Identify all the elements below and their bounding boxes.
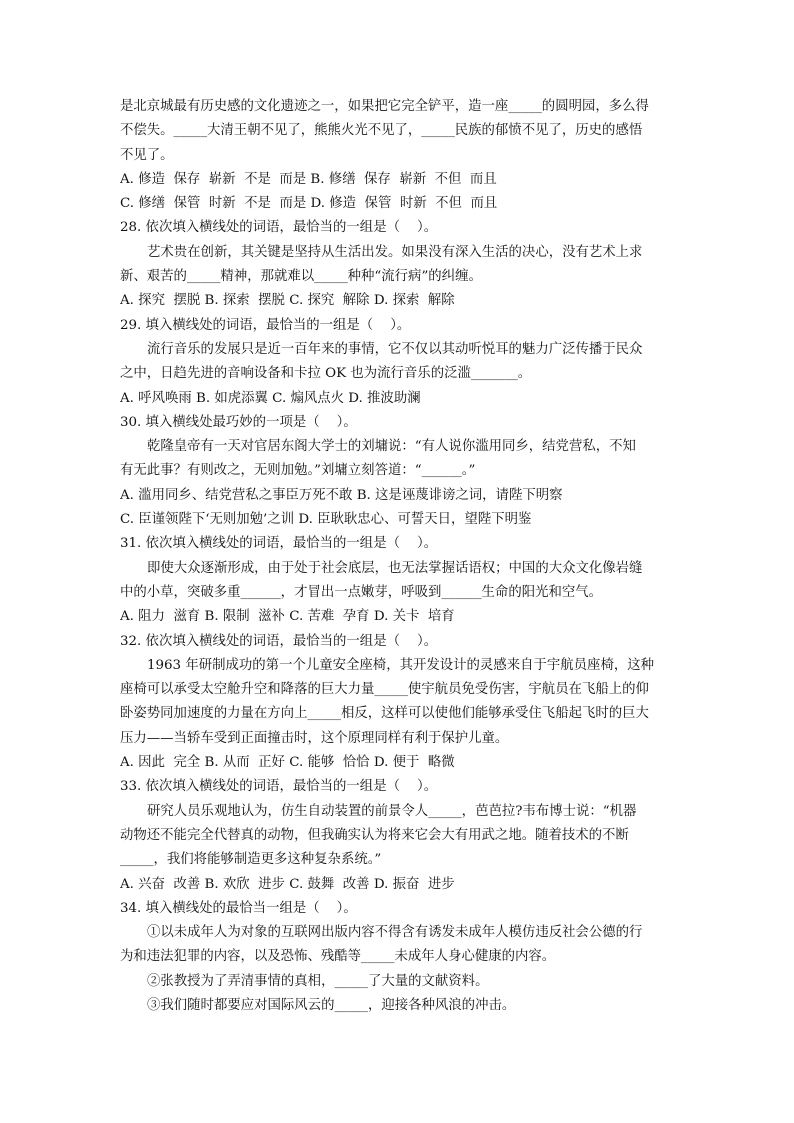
- answer-options: A. 呼风唤雨 B. 如虎添翼 C. 煽风点火 D. 推波助澜: [120, 390, 421, 406]
- passage-line: 艺术贵在创新，其关键是坚持从生活出发。如果没有深入生活的决心，没有艺术上求: [147, 244, 643, 260]
- passage-line: 有无此事？有则改之，无则加勉。”刘墉立刻答道：“______。”: [120, 463, 476, 479]
- text-line: 是北京城最有历史感的文化遗迹之一，如果把它完全铲平，造一座_____的圆明园，多么得: [120, 99, 649, 114]
- passage-line: 压力——当轿车受到正面撞击时，这个原理同样有利于保护儿童。: [120, 730, 509, 746]
- question-31: 31. 依次填入横线处的词语，最恰当的一组是（ ）。: [120, 536, 438, 552]
- passage-line: 为和违法犯罪的内容，以及恐怖、残酷等_____未成年人身心健康的内容。: [120, 949, 556, 965]
- passage-line: 卧姿势同加速度的力量在方向上_____相反，这样可以使他们能够承受住飞船起飞时的巨大: [120, 706, 649, 722]
- passage-line: 乾隆皇帝有一天对官居东阁大学士的刘墉说：“有人说你滥用同乡，结党营私，不知: [147, 439, 636, 455]
- answer-options: C. 修缮 保管 时新 不是 而是 D. 修造 保管 时新 不但 而且: [120, 196, 498, 212]
- passage-line: 中的小草，突破多重______，才冒出一点嫩芽，呼吸到______生命的阳光和空气。: [120, 584, 603, 600]
- answer-options: A. 阻力 滋育 B. 限制 滋补 C. 苦难 孕育 D. 关卡 培育: [120, 609, 455, 625]
- question-29: 29. 填入横线处的词语，最恰当的一组是（ ）。: [120, 317, 411, 333]
- answer-options: A. 因此 完全 B. 从而 正好 C. 能够 恰恰 D. 便于 略微: [120, 755, 455, 771]
- question-32: 32. 依次填入横线处的词语，最恰当的一组是（ ）。: [120, 633, 438, 649]
- answer-options: A. 修造 保存 崭新 不是 而是 B. 修缮 保存 崭新 不但 而且: [120, 171, 497, 187]
- question-30: 30. 填入横线处最巧妙的一项是（ ）。: [120, 414, 357, 430]
- passage-line: _____，我们将能够制造更多这种复杂系统。”: [120, 852, 382, 868]
- answer-options: A. 兴奋 改善 B. 欢欣 进步 C. 鼓舞 改善 D. 振奋 进步: [120, 876, 455, 892]
- text-line: 不见了。: [120, 147, 174, 163]
- passage-line: 即使大众逐渐形成，由于处于社会底层，也无法掌握话语权；中国的大众文化像岩缝: [147, 560, 643, 576]
- question-28: 28. 依次填入横线处的词语，最恰当的一组是（ ）。: [120, 220, 438, 236]
- passage-line: 动物还不能完全代替真的动物，但我确实认为将来它会大有用武之地。随着技术的不断: [120, 827, 629, 843]
- passage-line: 研究人员乐观地认为，仿生自动装置的前景令人_____，芭芭拉?韦布博士说：“机器: [147, 803, 637, 819]
- answer-options: C. 臣谨领陛下‘无则加勉’之训 D. 臣耿耿忠心、可誓天日，望陛下明鉴: [120, 512, 532, 528]
- question-33: 33. 依次填入横线处的词语，最恰当的一组是（ ）。: [120, 779, 438, 795]
- text-line: 不偿失。_____大清王朝不见了，熊熊火光不见了，_____民族的郁愤不见了，历史的感悟: [120, 123, 643, 139]
- passage-line: 座椅可以承受太空舱升空和降落的巨大力量_____使宇航员免受伤害，宇航员在飞船上的仰: [120, 682, 649, 698]
- answer-options: A. 探究 摆脱 B. 探索 摆脱 C. 探究 解除 D. 探索 解除: [120, 293, 455, 309]
- passage-line: ②张教授为了弄清事情的真相，_____了大量的文献资料。: [147, 973, 489, 989]
- passage-line: ③我们随时都要应对国际风云的_____，迎接各种风浪的冲击。: [147, 997, 516, 1013]
- document-page: [120, 95, 675, 1018]
- passage-line: 新、艰苦的_____精神，那就难以_____种种“流行病”的纠缠。: [120, 269, 482, 285]
- question-34: 34. 填入横线处的最恰当一组是（ ）。: [120, 900, 357, 916]
- passage-line: 1963 年研制成功的第一个儿童安全座椅，其开发设计的灵感来自于宇航员座椅，这种: [147, 657, 655, 673]
- passage-line: ①以未成年人为对象的互联网出版内容不得含有诱发未成年人模仿违反社会公德的行: [147, 925, 643, 941]
- passage-line: 流行音乐的发展只是近一百年来的事情，它不仅以其动听悦耳的魅力广泛传播于民众: [147, 341, 643, 357]
- answer-options: A. 滥用同乡、结党营私之事臣万死不敢 B. 这是诬蔑诽谤之词，请陛下明察: [120, 487, 563, 503]
- passage-line: 之中，日趋先进的音响设备和卡拉 OK 也为流行音乐的泛滥_______。: [120, 366, 532, 382]
